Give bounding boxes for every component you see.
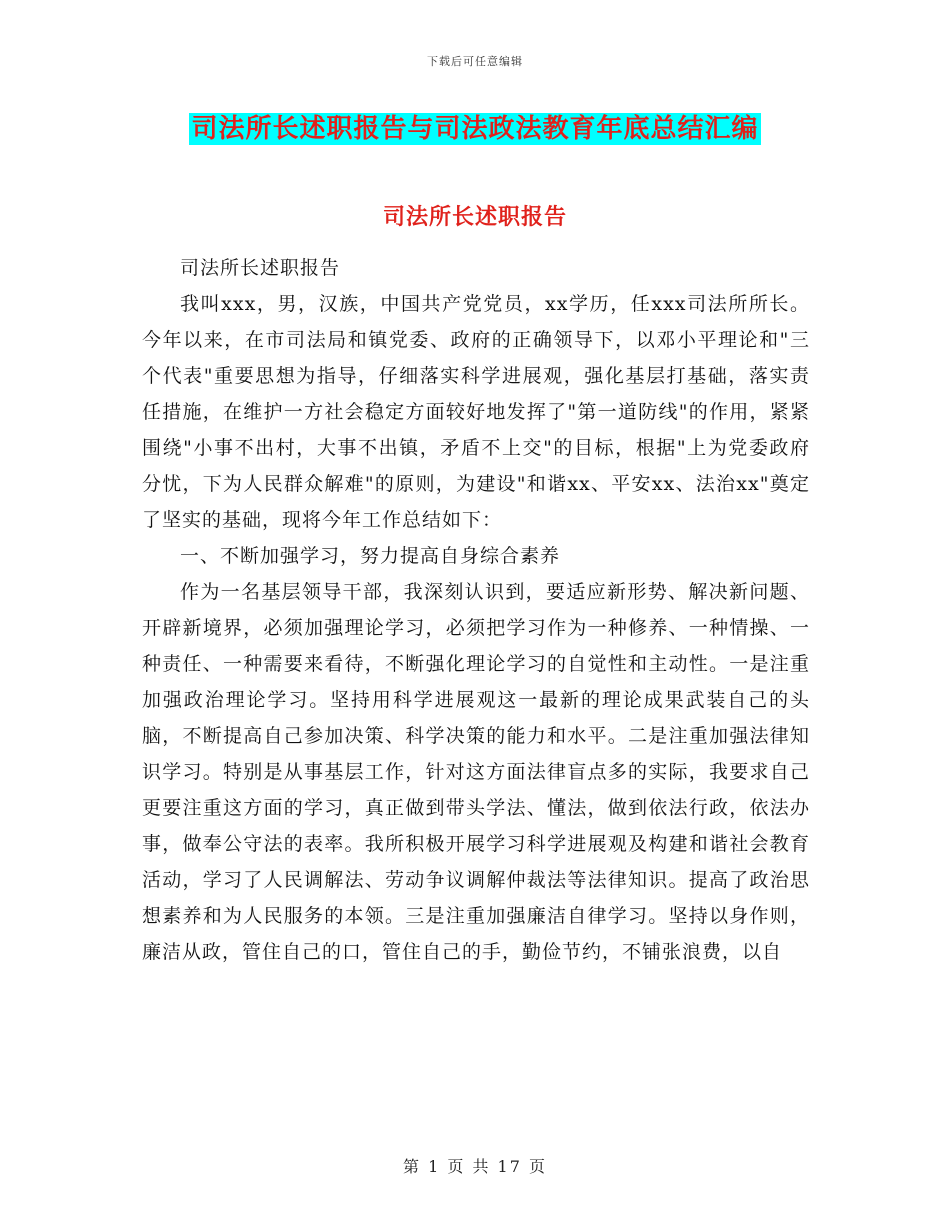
paragraph-subtitle: 司法所长述职报告: [180, 257, 341, 279]
document-body: [142, 250, 810, 970]
header-note: 下载后可任意编辑: [427, 55, 523, 68]
document-main-title: 司法所长述职报告与司法政法教育年底总结汇编: [191, 114, 759, 144]
paragraph-heading-1: 一、不断加强学习，努力提高自身综合素养: [180, 545, 561, 567]
paragraph-intro: 我叫xxx，男，汉族，中国共产党党员，xx学历，任xxx司法所所长。今年以来，在市司法局和镇党委、政府的正确领导下，以邓小平理论和"三个代表"重要思想为指导，仔细落实科学进展观，强化基层打基础，落实责任措施，在维护一方社会稳定方面较好地发挥了"第一道防线"的作用，紧紧围绕"小事不出村，大事不出镇，矛盾不上交"的目标，根据"上为党委政府分忧，下为人民群众解难"的原则，为建设"和谐xx、平安xx、法治xx"奠定了坚实的基础，现将今年工作总结如下：: [142, 293, 810, 531]
section-title: 司法所长述职报告: [382, 204, 567, 230]
main-title-container: [0, 113, 950, 145]
paragraph-study: 作为一名基层领导干部，我深刻认识到，要适应新形势、解决新问题、开辟新境界，必须加强理论学习，必须把学习作为一种修养、一种情操、一种责任、一种需要来看待，不断强化理论学习的自觉性和主动性。一是注重加强政治理论学习。坚持用科学进展观这一最新的理论成果武装自己的头脑，不断提高自己参加决策、科学决策的能力和水平。二是注重加强法律知识学习。特别是从事基层工作，针对这方面法律盲点多的实际，我要求自己更要注重这方面的学习，真正做到带头学法、懂法，做到依法行政，依法办事，做奉公守法的表率。我所积极开展学习科学进展观及构建和谐社会教育活动，学习了人民调解法、劳动争议调解仲裁法等法律知识。提高了政治思想素养和为人民服务的本领。三是注重加强廉洁自律学习。坚持以身作则，廉洁从政，管住自己的口，管住自己的手，勤俭节约，不铺张浪费，以自: [142, 581, 810, 963]
page-number: 第 1 页 共 17 页: [403, 1157, 547, 1176]
